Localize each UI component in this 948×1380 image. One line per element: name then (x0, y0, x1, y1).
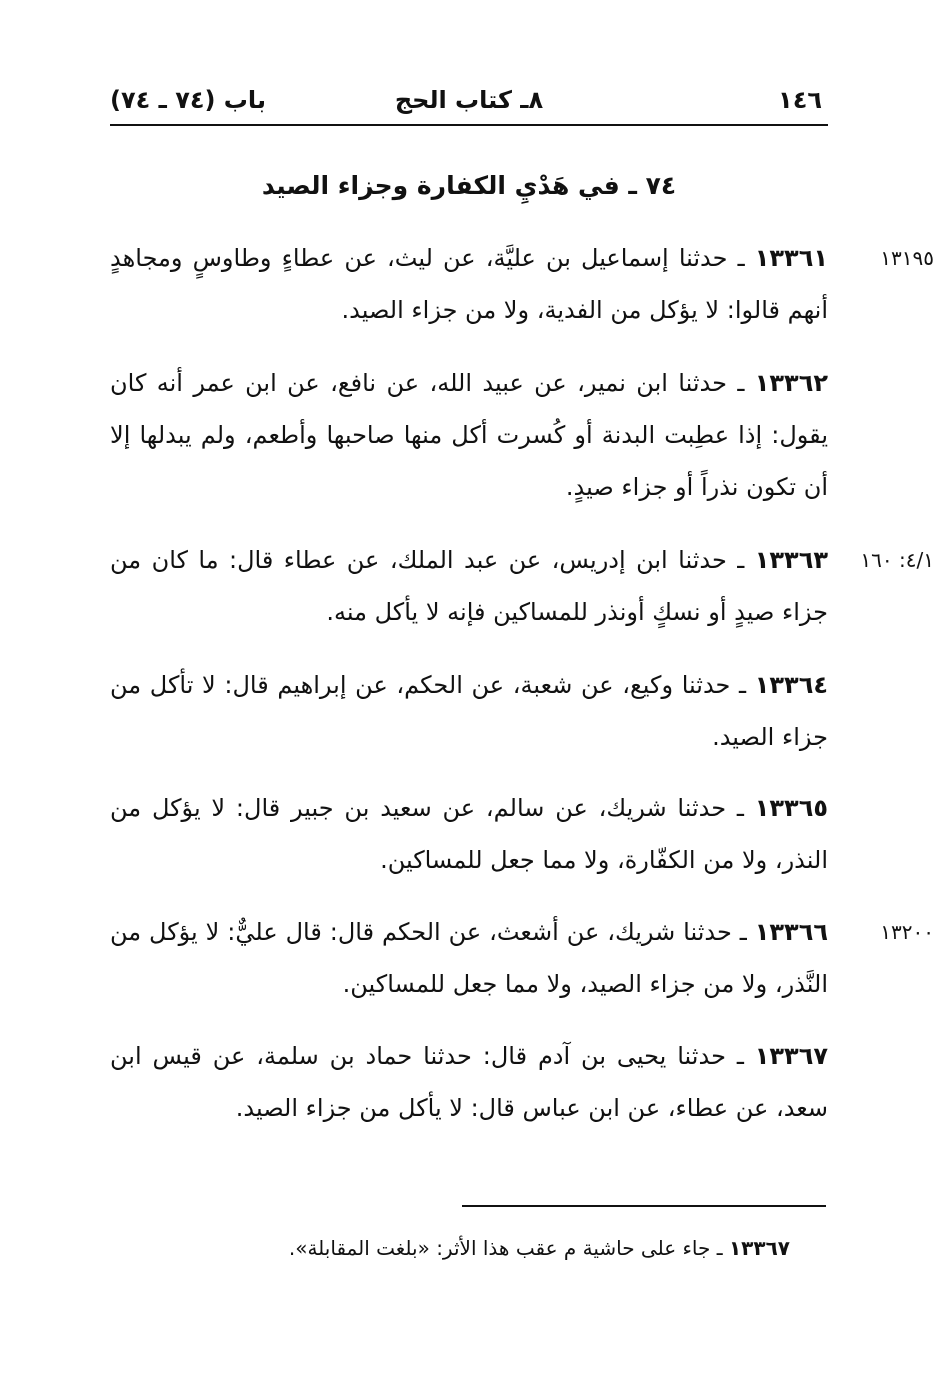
hadith-text: ـ حدثنا شريك، عن سالم، عن سعيد بن جبير قال: لا يؤكل من النذر، ولا من الكفّارة، ولا مما جعل للمساكين. (110, 794, 828, 874)
hadith-number: ١٣٣٦٥ (754, 794, 828, 822)
hadith-text: ـ حدثنا ابن نمير، عن عبيد الله، عن نافع، عن ابن عمر أنه كان يقول: إذا عطِبت البدنة أو كُسرت أكل منها صاحبها وأطعم، ولم يبدلها إلا أن تكون نذراً أو جزاء صيدٍ. (110, 369, 828, 501)
book-title: ٨ـ كتاب الحج (394, 86, 544, 114)
footnote-text: ـ جاء على حاشية م عقب هذا الأثر: «بلغت المقابلة». (288, 1236, 729, 1260)
footnote (110, 1228, 790, 1268)
page-number: ١٤٦ (778, 86, 822, 114)
hadith-text: ـ حدثنا يحيى بن آدم قال: حدثنا حماد بن سلمة، عن قيس ابن سعد، عن عطاء، عن ابن عباس قال: لا يأكل من جزاء الصيد. (110, 1042, 828, 1122)
hadith-text: ـ حدثنا ابن إدريس، عن عبد الملك، عن عطاء قال: ما كان من جزاء صيدٍ أو نسكٍ أونذر للمساكين فإنه لا يأكل منه. (110, 546, 828, 626)
hadith-number: ١٣٣٦٣ (754, 546, 828, 574)
hadith-text: ـ حدثنا وكيع، عن شعبة، عن الحكم، عن إبراهيم قال: لا تأكل من جزاء الصيد. (110, 671, 828, 751)
margin-reference: ١٣٢٠٠ (880, 920, 934, 944)
hadith-number: ١٣٣٦٧ (754, 1042, 828, 1070)
margin-reference: ٤/١: ١٦٠ (860, 548, 934, 572)
hadith-number: ١٣٣٦٢ (754, 369, 828, 397)
page-header (110, 82, 828, 122)
hadith-entry (110, 782, 828, 886)
hadith-number: ١٣٣٦٦ (754, 918, 828, 946)
header-divider (110, 124, 828, 126)
margin-reference: ١٣١٩٥ (880, 246, 934, 270)
hadith-entry (110, 659, 828, 763)
hadith-text: ـ حدثنا شريك، عن أشعث، عن الحكم قال: قال عليٌّ: لا يؤكل من النَّذر، ولا من جزاء الصيد، ولا مما جعل للمساكين. (110, 918, 828, 998)
hadith-entry (110, 534, 828, 638)
chapter-title: ٧٤ ـ في هَدْيِ الكفارة وجزاء الصيد (261, 171, 677, 200)
hadith-entry (110, 357, 828, 513)
hadith-number: ١٣٣٦١ (754, 244, 828, 272)
hadith-entry (110, 1030, 828, 1134)
hadith-entry (110, 232, 828, 336)
footnote-divider (462, 1205, 826, 1207)
hadith-entry (110, 906, 828, 1010)
footnote-number: ١٣٣٦٧ (728, 1236, 790, 1260)
hadith-text: ـ حدثنا إسماعيل بن عليَّة، عن ليث، عن عطاءٍ وطاوسٍ ومجاهدٍ أنهم قالوا: لا يؤكل من الفدية، ولا من جزاء الصيد. (110, 244, 828, 324)
chapter-range: باب (٧٤ ـ ٧٤) (110, 86, 266, 114)
hadith-number: ١٣٣٦٤ (754, 671, 828, 699)
